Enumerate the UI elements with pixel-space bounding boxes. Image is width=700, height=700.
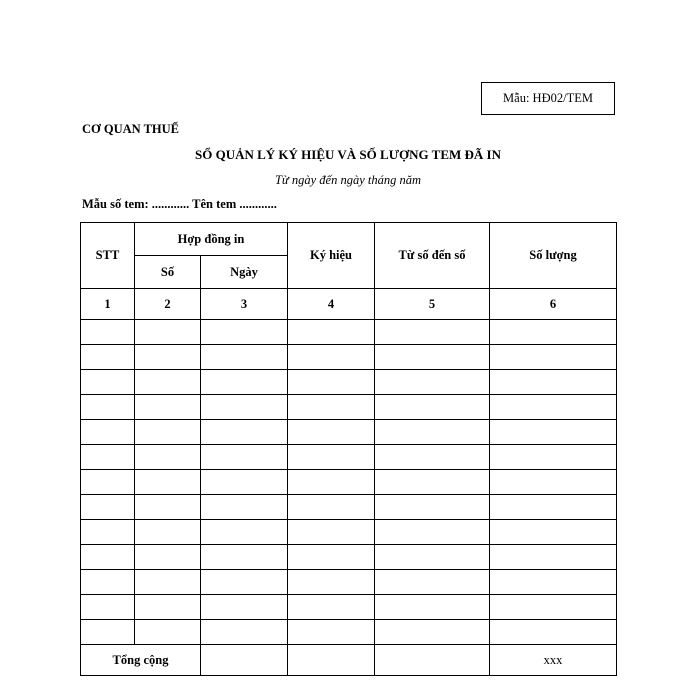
column-number: 1 xyxy=(81,289,135,320)
table-cell xyxy=(135,620,201,645)
table-cell xyxy=(375,420,490,445)
stamp-info-line: Mẫu số tem: ............ Tên tem ............ xyxy=(82,197,277,211)
table-cell xyxy=(81,345,135,370)
table-cell xyxy=(135,545,201,570)
table-cell xyxy=(135,370,201,395)
table-row xyxy=(81,620,617,645)
table-cell xyxy=(81,445,135,470)
table-cell xyxy=(375,620,490,645)
table-cell xyxy=(375,520,490,545)
table-cell xyxy=(288,345,375,370)
total-row xyxy=(81,645,617,676)
table-cell xyxy=(81,395,135,420)
table-cell xyxy=(490,495,617,520)
table-cell xyxy=(81,470,135,495)
table-row xyxy=(81,445,617,470)
table-cell xyxy=(490,320,617,345)
table-row xyxy=(81,570,617,595)
table-cell xyxy=(135,445,201,470)
table-cell xyxy=(201,495,288,520)
table-cell xyxy=(375,495,490,520)
table-row xyxy=(81,370,617,395)
table-cell xyxy=(288,645,375,676)
table-cell xyxy=(81,495,135,520)
table-cell xyxy=(375,570,490,595)
table-cell xyxy=(135,395,201,420)
table-cell xyxy=(490,420,617,445)
table-cell xyxy=(81,520,135,545)
table-cell xyxy=(201,470,288,495)
table-cell xyxy=(375,370,490,395)
table-cell xyxy=(375,595,490,620)
header-contract: Hợp đồng in xyxy=(135,223,288,256)
column-number-row xyxy=(81,289,617,320)
table-cell xyxy=(490,345,617,370)
table-cell xyxy=(288,320,375,345)
table-cell xyxy=(490,445,617,470)
table-row xyxy=(81,345,617,370)
table-cell xyxy=(490,370,617,395)
ledger-table xyxy=(80,222,617,676)
table-cell xyxy=(490,520,617,545)
column-number: 2 xyxy=(135,289,201,320)
table-cell xyxy=(375,395,490,420)
table-cell xyxy=(375,645,490,676)
table-cell xyxy=(490,470,617,495)
table-cell xyxy=(135,570,201,595)
table-cell xyxy=(490,545,617,570)
table-cell xyxy=(81,595,135,620)
table-cell xyxy=(201,545,288,570)
table-cell xyxy=(135,420,201,445)
table-cell xyxy=(490,395,617,420)
total-label: Tổng cộng xyxy=(81,645,201,676)
header-contract-no: Số xyxy=(135,256,201,289)
table-row xyxy=(81,495,617,520)
table-cell xyxy=(490,595,617,620)
table-cell xyxy=(288,495,375,520)
table-cell xyxy=(288,370,375,395)
table-row xyxy=(81,545,617,570)
table-row xyxy=(81,595,617,620)
table-cell xyxy=(135,470,201,495)
table-cell xyxy=(135,320,201,345)
table-cell xyxy=(490,620,617,645)
total-quantity: xxx xyxy=(490,645,617,676)
table-cell xyxy=(288,445,375,470)
table-row xyxy=(81,470,617,495)
table-cell xyxy=(375,470,490,495)
column-number: 6 xyxy=(490,289,617,320)
table-row xyxy=(81,320,617,345)
table-cell xyxy=(81,320,135,345)
table-cell xyxy=(201,620,288,645)
table-cell xyxy=(201,445,288,470)
table-cell xyxy=(81,545,135,570)
table-cell xyxy=(81,370,135,395)
header-quantity: Số lượng xyxy=(490,223,617,289)
table-cell xyxy=(288,545,375,570)
header-contract-date: Ngày xyxy=(201,256,288,289)
header-symbol: Ký hiệu xyxy=(288,223,375,289)
table-cell xyxy=(490,570,617,595)
header-range: Từ số đến số xyxy=(375,223,490,289)
column-number: 4 xyxy=(288,289,375,320)
table-cell xyxy=(201,645,288,676)
table-cell xyxy=(375,545,490,570)
table-cell xyxy=(288,595,375,620)
form-code: Mẫu: HĐ02/TEM xyxy=(503,91,593,105)
column-number: 3 xyxy=(201,289,288,320)
table-cell xyxy=(288,620,375,645)
table-cell xyxy=(201,520,288,545)
table-cell xyxy=(81,420,135,445)
table-cell xyxy=(81,570,135,595)
table-cell xyxy=(375,320,490,345)
table-cell xyxy=(201,345,288,370)
table-cell xyxy=(81,620,135,645)
table-cell xyxy=(135,345,201,370)
table-cell xyxy=(135,595,201,620)
agency-name: CƠ QUAN THUẾ xyxy=(82,122,180,136)
table-cell xyxy=(201,595,288,620)
form-code-box xyxy=(481,82,615,115)
table-cell xyxy=(201,570,288,595)
table-row xyxy=(81,395,617,420)
date-range-subtitle: Từ ngày đến ngày tháng năm xyxy=(274,173,422,187)
table-cell xyxy=(288,395,375,420)
table-row xyxy=(81,420,617,445)
table-cell xyxy=(375,345,490,370)
column-number: 5 xyxy=(375,289,490,320)
table-cell xyxy=(135,495,201,520)
table-cell xyxy=(201,320,288,345)
document-title: SỔ QUẢN LÝ KÝ HIỆU VÀ SỐ LƯỢNG TEM ĐÃ IN xyxy=(194,147,502,162)
table-row xyxy=(81,520,617,545)
table-cell xyxy=(375,445,490,470)
table-cell xyxy=(201,395,288,420)
table-cell xyxy=(135,520,201,545)
table-cell xyxy=(288,470,375,495)
header-stt: STT xyxy=(81,223,135,289)
table-cell xyxy=(288,570,375,595)
table-cell xyxy=(288,520,375,545)
header-row xyxy=(81,223,617,256)
table-cell xyxy=(201,420,288,445)
table-cell xyxy=(288,420,375,445)
table-cell xyxy=(201,370,288,395)
